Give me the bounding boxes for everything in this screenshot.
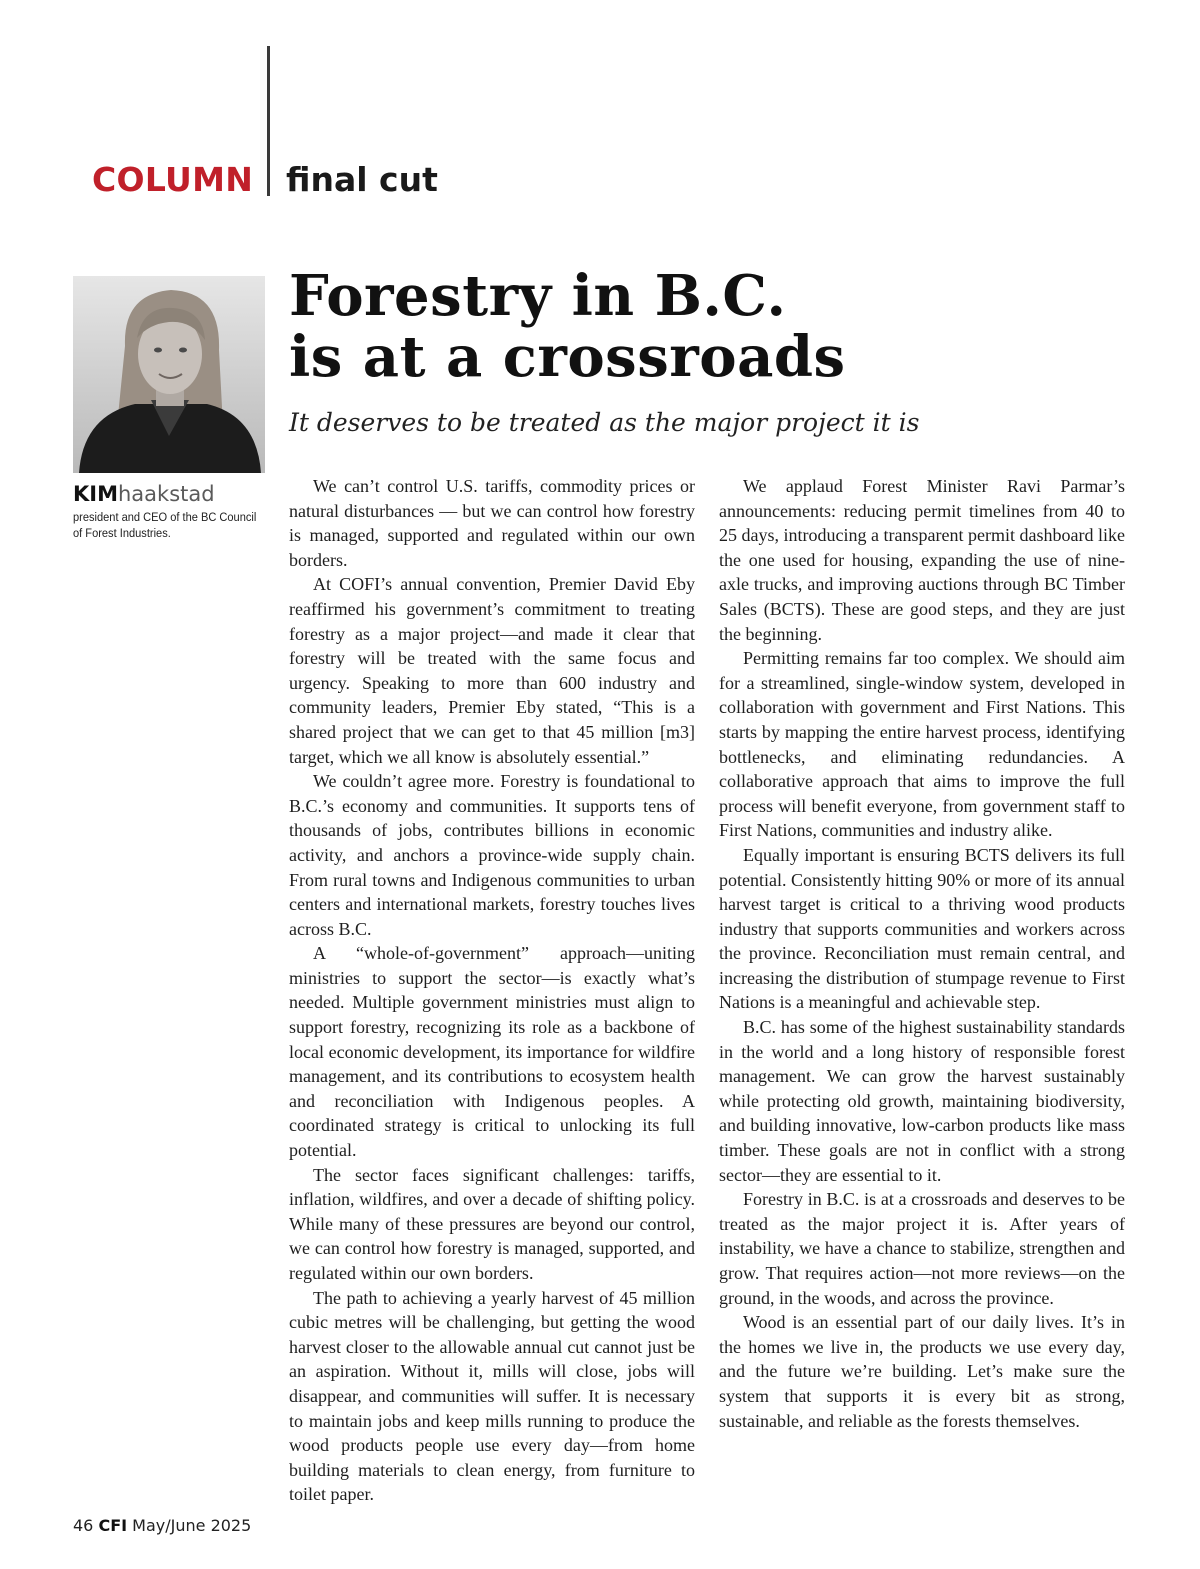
author-last-name: haakstad — [117, 482, 215, 506]
paragraph: At COFI’s annual convention, Premier David Eby reaffirmed his government’s commitment to treating forestry as a major project—and made it clear that forestry will be treated with the same focus and urgency. Speaking to more than 600 industry and community leaders, Premier Eby stated, “This is a shared project that we can get to that 45 million [m3] target, which we all know is absolutely essential.” — [289, 574, 695, 767]
deck: It deserves to be treated as the major project it is — [289, 408, 920, 437]
author-photo — [73, 276, 265, 473]
author-first-name: KIM — [73, 482, 118, 506]
issue-date: May/June 2025 — [132, 1516, 252, 1535]
body-column-left — [289, 474, 695, 1507]
paragraph: A “whole-of-government” approach—uniting ministries to support the sector—is exactly what’s needed. Multiple government ministries must align to support forestry, recognizing its role as a backbone of local economic development, its importance for wildfire management, and its contributions to ecosystem health and reconciliation with Indigenous peoples. A coordinated strategy is critical to unlocking its full potential. — [289, 943, 695, 1161]
paragraph: We can’t control U.S. tariffs, commodity prices or natural disturbances — but we can control how forestry is managed, supported and regulated within our own borders. — [289, 476, 695, 570]
page-number: 46 — [73, 1516, 94, 1535]
paragraph: The path to achieving a yearly harvest of 45 million cubic metres will be challenging, but getting the wood harvest closer to the allowable annual cut cannot just be an aspiration. Without it, mills will close, jobs will disappear, and communities will suffer. It is necessary to maintain jobs and keep mills running to produce the wood products people use every day—from home building materials to clean energy, from furniture to toilet paper. — [289, 1287, 695, 1505]
author-role: president and CEO of the BC Council of Forest Industries. — [73, 510, 257, 540]
header-divider — [267, 46, 270, 196]
paragraph: B.C. has some of the highest sustainability standards in the world and a long history of responsible forest management. We can grow the harvest sustainably while protecting old growth, maintaining biodiversity, and building innovative, low-carbon products like mass timber. These goals are not in conflict with a strong sector—they are essential to it. — [719, 1017, 1125, 1185]
page-footer — [73, 1516, 251, 1535]
paragraph: The sector faces significant challenges: tariffs, inflation, wildfires, and over a decade of shifting policy. While many of these pressures are beyond our control, we can control how forestry is managed, supported, and regulated within our own borders. — [289, 1164, 695, 1283]
paragraph: Equally important is ensuring BCTS delivers its full potential. Consistently hitting 90% or more of its annual harvest target is critical to a thriving wood products industry that supports communities and workers across the province. Reconciliation must remain central, and increasing the distribution of stumpage revenue to First Nations is a meaningful and achievable step. — [719, 844, 1125, 1013]
paragraph: Permitting remains far too complex. We should aim for a streamlined, single-window system, developed in collaboration with government and First Nations. This starts by mapping the entire harvest process, identifying bottlenecks, and eliminating redundancies. A collaborative approach that aims to improve the full process will benefit everyone, from government staff to First Nations, communities and industry alike. — [719, 648, 1125, 841]
paragraph: We applaud Forest Minister Ravi Parmar’s announcements: reducing permit timelines from 40 to 25 days, introducing a transparent permit dashboard like the one used for housing, expanding the use of nine-axle trucks, and improving auctions through BC Timber Sales (BCTS). These are good steps, and they are just the beginning. — [719, 476, 1125, 644]
author-portrait-image — [73, 276, 265, 473]
headline-line-2: is at a crossroads — [289, 324, 846, 390]
author-name — [73, 481, 215, 507]
paragraph: We couldn’t agree more. Forestry is foundational to B.C.’s economy and communities. It supports tens of thousands of jobs, contributes billions in economic activity, and anchors a province-wide supply chain. From rural towns and Indigenous communities to urban centers and international markets, forestry touches lives across B.C. — [289, 771, 695, 939]
paragraph: Wood is an essential part of our daily lives. It’s in the homes we live in, the products we use every day, and the future we’re building. Let’s make sure the system that supports it is every bit as strong, sustainable, and reliable as the forests themselves. — [719, 1312, 1125, 1431]
body-column-right — [719, 474, 1125, 1433]
column-label: COLUMN — [92, 160, 254, 199]
section-label: final cut — [286, 160, 438, 199]
paragraph: Forestry in B.C. is at a crossroads and deserves to be treated as the major project it is. After years of instability, we have a chance to stabilize, strengthen and grow. That requires action—not more reviews—on the ground, in the woods, and across the province. — [719, 1189, 1125, 1308]
headline — [289, 263, 1089, 390]
headline-line-1: Forestry in B.C. — [289, 263, 787, 329]
publication-name: CFI — [98, 1516, 128, 1535]
